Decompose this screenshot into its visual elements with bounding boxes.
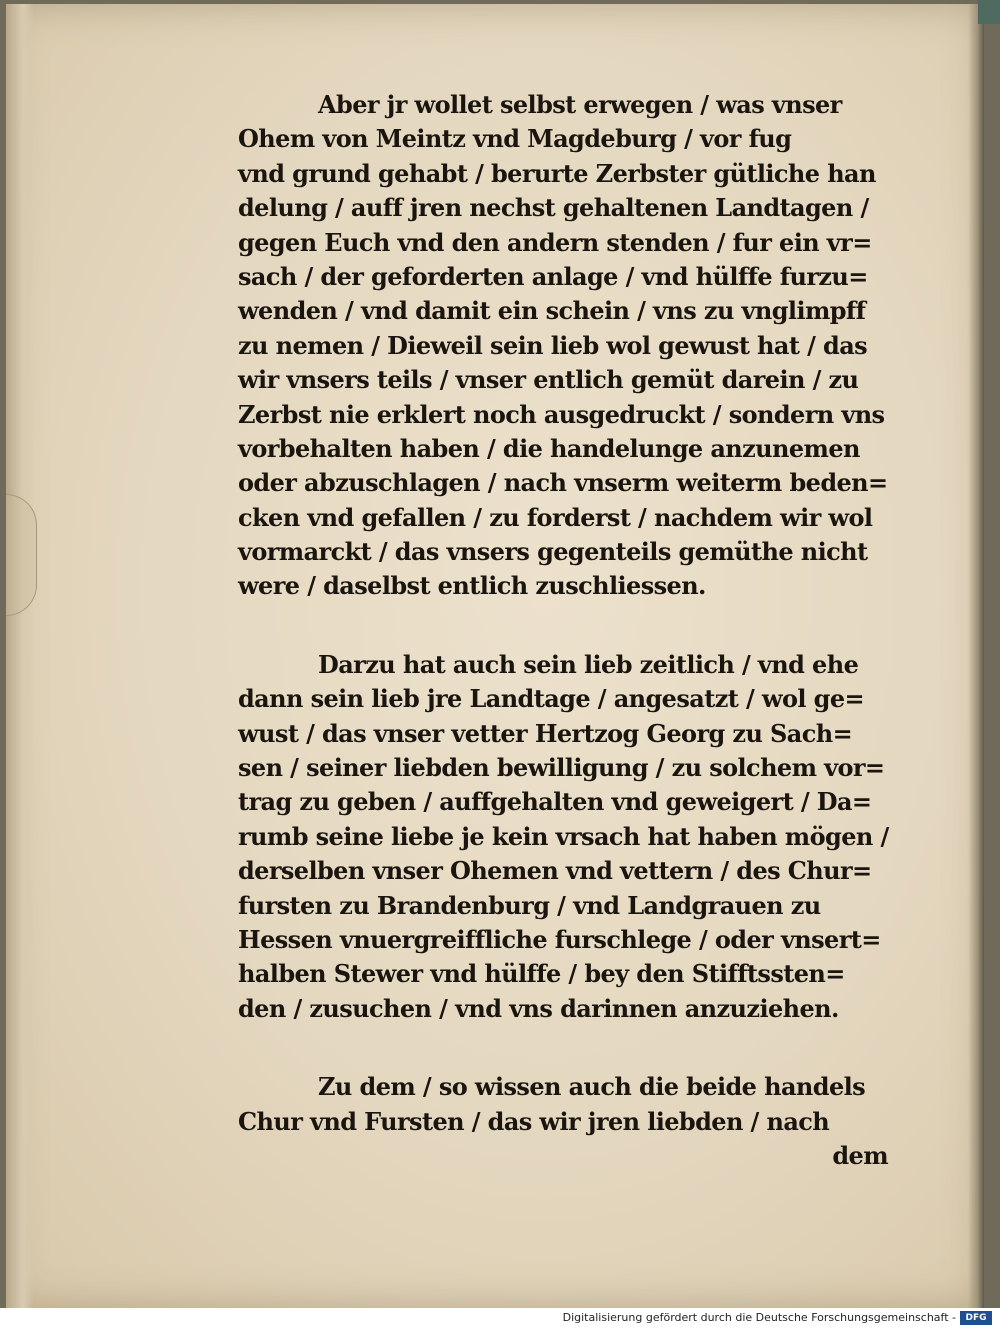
footer-bar xyxy=(0,1308,1000,1329)
text-line: Aber jr wollet selbst erwegen / was vnser xyxy=(318,90,842,119)
digitization-credit: Digitalisierung gefördert durch die Deutsche Forschungsgemeinschaft - xyxy=(562,1311,956,1324)
paragraph-2 xyxy=(238,648,888,1026)
paragraph-1 xyxy=(238,88,888,604)
text-line: derselben vnser Ohemen vnd vettern / des Chur= xyxy=(238,856,872,886)
paragraph-gap xyxy=(238,604,888,648)
text-line: wenden / vnd damit ein schein / vns zu vnglimpff xyxy=(238,296,866,326)
text-line: Hessen vnuergreiffliche furschlege / oder vnsert= xyxy=(238,924,881,954)
text-line: wir vnsers teils / vnser entlich gemüt darein / zu xyxy=(238,365,859,395)
book-page xyxy=(6,4,984,1308)
page-edge-right xyxy=(968,4,984,1308)
text-line: gegen Euch vnd den andern stenden / fur ein vr= xyxy=(238,227,872,257)
dfg-logo[interactable]: DFG xyxy=(960,1311,992,1325)
paragraph-3 xyxy=(238,1070,888,1173)
text-line: oder abzuschlagen / nach vnserm weiterm beden= xyxy=(238,468,888,498)
text-line: halben Stewer vnd hülffe / bey den Stifftssten= xyxy=(238,959,845,989)
text-line: wust / das vnser vetter Hertzog Georg zu Sach= xyxy=(238,718,853,748)
text-line: Chur vnd Fursten / das wir jren liebden / nach xyxy=(238,1106,830,1136)
page-gutter-left xyxy=(6,4,34,1308)
catchword: dem xyxy=(832,1140,888,1170)
text-line: vormarckt / das vnsers gegenteils gemüthe nicht xyxy=(238,537,868,567)
text-line: rumb seine liebe je kein vrsach hat haben mögen / xyxy=(238,821,889,851)
text-line: trag zu geben / auffgehalten vnd geweigert / Da= xyxy=(238,787,872,817)
text-line: vnd grund gehabt / berurte Zerbster gütliche han xyxy=(238,158,876,188)
text-line: dann sein lieb jre Landtage / angesatzt / wol ge= xyxy=(238,684,864,714)
text-line: Zu dem / so wissen auch die beide handels xyxy=(318,1072,866,1102)
text-line: sen / seiner liebden bewilligung / zu solchem vor= xyxy=(238,753,885,783)
text-line: were / daselbst entlich zuschliessen. xyxy=(238,571,706,601)
text-line: Zerbst nie erklert noch ausgedruckt / sondern vns xyxy=(238,399,885,429)
text-line: zu nemen / Dieweil sein lieb wol gewust hat / das xyxy=(238,330,868,360)
paragraph-gap xyxy=(238,1026,888,1070)
text-line: sach / der geforderten anlage / vnd hülffe furzu= xyxy=(238,261,868,291)
page-edge-tab xyxy=(6,494,37,616)
text-line: vorbehalten haben / die handelunge anzunemen xyxy=(238,433,860,463)
text-line: Ohem von Meintz vnd Magdeburg / vor fug xyxy=(238,124,792,154)
text-line: Darzu hat auch sein lieb zeitlich / vnd ehe xyxy=(318,649,859,679)
text-line: fursten zu Brandenburg / vnd Landgrauen zu xyxy=(238,890,821,920)
scan-corner-strip xyxy=(978,0,1000,24)
text-line: delung / auff jren nechst gehaltenen Landtagen / xyxy=(238,193,869,223)
text-line: cken vnd gefallen / zu forderst / nachdem wir wol xyxy=(238,502,873,532)
body-text xyxy=(238,88,888,1173)
text-line: den / zusuchen / vnd vns darinnen anzuziehen. xyxy=(238,993,839,1023)
